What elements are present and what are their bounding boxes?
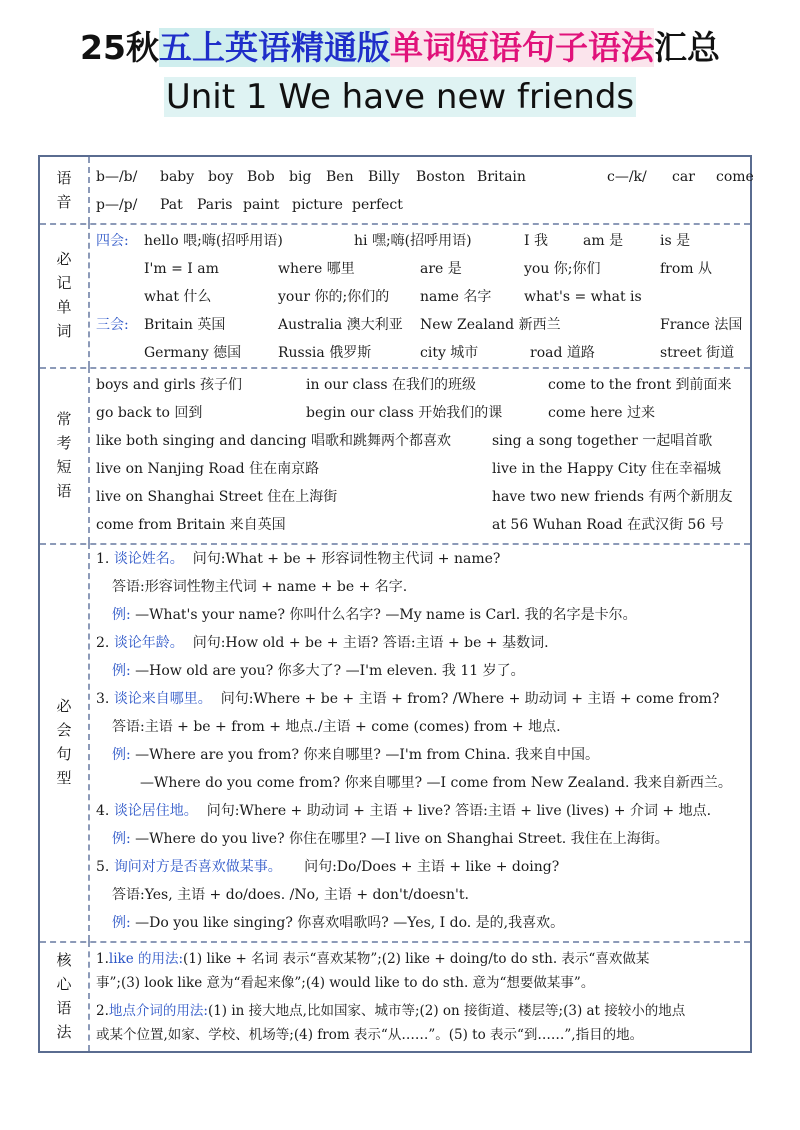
sentence-5-example: 例: —Do you like singing? 你喜欢唱歌吗? —Yes, I do. 是的,我喜欢。 <box>112 915 565 931</box>
sentence-3-example-2: —Where do you come from? 你来自哪里? —I come from New Zealand. 我来自新西兰。 <box>140 775 732 791</box>
sentence-2-title: 谈论年龄。 <box>113 635 184 651</box>
three-skill-tag: 三会: <box>96 317 129 333</box>
title-suffix: 汇总 <box>653 28 720 67</box>
sentence-4-title: 谈论居住地。 <box>113 803 198 819</box>
sentence-4-question: 4. 谈论居住地。 问句:Where + 助动词 + 主语 + live? 答语:主语 + live (lives) + 介词 + 地点. <box>96 803 712 819</box>
section-label-pronunciation: 语 音 <box>40 157 90 223</box>
grammar-2-title: 地点介词的用法: <box>108 1003 208 1019</box>
section-label-grammar: 核 心 语 法 <box>40 941 90 1051</box>
unit-title: Unit 1 We have new friends <box>165 77 635 117</box>
section-sentences <box>40 543 750 943</box>
sentence-3-question: 3. 谈论来自哪里。 问句:Where + be + 主语 + from? /Where + 助动词 + 主语 + come from? <box>96 691 720 707</box>
section-vocab: 必 记 单 词 四会: hello 喂;嗨(招呼用语) hi 嘿;嗨(招呼用语) I 我 am 是 is 是 I'm = I am where 哪里 are 是 you 你;你们 from 从 what 什么 your 你的;你们的 name 名字 what's = what is 三会: Britain 英国 Australia 澳大利亚 New Zealand 新西兰 France 法国 Germany 德国 Russia 俄罗斯 city 城市 road 道路 street 街道 <box>40 223 750 369</box>
grammar-1-title: like 的用法: <box>108 951 184 967</box>
sentence-3-title: 谈论来自哪里。 <box>113 691 212 707</box>
page-title <box>0 26 800 70</box>
section-pronunciation: 语 音 b—/b/ baby boy Bob big Ben Billy Boston Britain c—/k/ car come p—/p/ Pat Paris paint picture perfect <box>40 157 750 225</box>
sentence-3-answer: 答语:主语 + be + from + 地点./主语 + come (comes) from + 地点. <box>112 719 561 735</box>
sentence-1-answer: 答语:形容词性物主代词 + name + be + 名字. <box>112 579 408 595</box>
sentence-2-example: 例: —How old are you? 你多大了? —I'm eleven. 我 11 岁了。 <box>112 663 525 679</box>
title-highlight-pink: 单词短语句子语法 <box>389 28 654 67</box>
sentence-5-title: 询问对方是否喜欢做某事。 <box>113 859 282 875</box>
sentence-1-question: 1. 谈论姓名。 问句:What + be + 形容词性物主代词 + name? <box>96 551 501 567</box>
grammar-2-line-2: 或某个位置,如家、学校、机场等;(4) from 表示“从……”。(5) to 表示“到……”,指目的地。 <box>96 1027 644 1043</box>
title-highlight-blue: 五上英语精通版 <box>158 28 390 67</box>
sentence-5-answer: 答语:Yes, 主语 + do/does. /No, 主语 + don't/doesn't. <box>112 887 469 903</box>
sentence-5-question: 5. 询问对方是否喜欢做某事。 问句:Do/Does + 主语 + like + doing? <box>96 859 560 875</box>
section-label-vocab: 必 记 单 词 <box>40 223 90 367</box>
grammar-1-line-1: 1.like 的用法:(1) like + 名词 表示“喜欢某物”;(2) like + doing/to do sth. 表示“喜欢做某 <box>96 951 650 967</box>
section-grammar <box>40 941 750 1051</box>
section-phrases: 常 考 短 语 boys and girls 孩子们 in our class 在我们的班级 come to the front 到前面来 go back to 回到 begin our class 开始我们的课 come here 过来 like both singing and dancing 唱歌和跳舞两个都喜欢 sing a song together 一起唱首歌 live on Nanjing Road 住在南京路 live in the Happy City 住在幸福城 live on Shanghai Street 住在上海街 have two new friends 有两个新朋友 come from Britain 来自英国 at 56 Wuhan Road 在武汉街 56 号 <box>40 367 750 545</box>
sentence-1-title: 谈论姓名。 <box>113 551 184 567</box>
sentence-1-example: 例: —What's your name? 你叫什么名字? —My name is Carl. 我的名字是卡尔。 <box>112 607 637 623</box>
sentence-3-example-1: 例: —Where are you from? 你来自哪里? —I'm from China. 我来自中国。 <box>112 747 599 763</box>
sentence-4-example: 例: —Where do you live? 你住在哪里? —I live on Shanghai Street. 我住在上海街。 <box>112 831 669 847</box>
grammar-1-line-2: 事”;(3) look like 意为“看起来像”;(4) would like to do sth. 意为“想要做某事”。 <box>96 975 595 991</box>
title-prefix: 25秋 <box>80 28 159 67</box>
sentence-2-question: 2. 谈论年龄。 问句:How old + be + 主语? 答语:主语 + be + 基数词. <box>96 635 549 651</box>
four-skill-tag: 四会: <box>96 233 129 249</box>
summary-table <box>38 155 752 1053</box>
section-label-sentences: 必 会 句 型 <box>40 543 90 941</box>
section-label-phrases: 常 考 短 语 <box>40 367 90 543</box>
grammar-2-line-1: 2.地点介词的用法:(1) in 接大地点,比如国家、城市等;(2) on 接街道、楼层等;(3) at 接较小的地点 <box>96 1003 686 1019</box>
